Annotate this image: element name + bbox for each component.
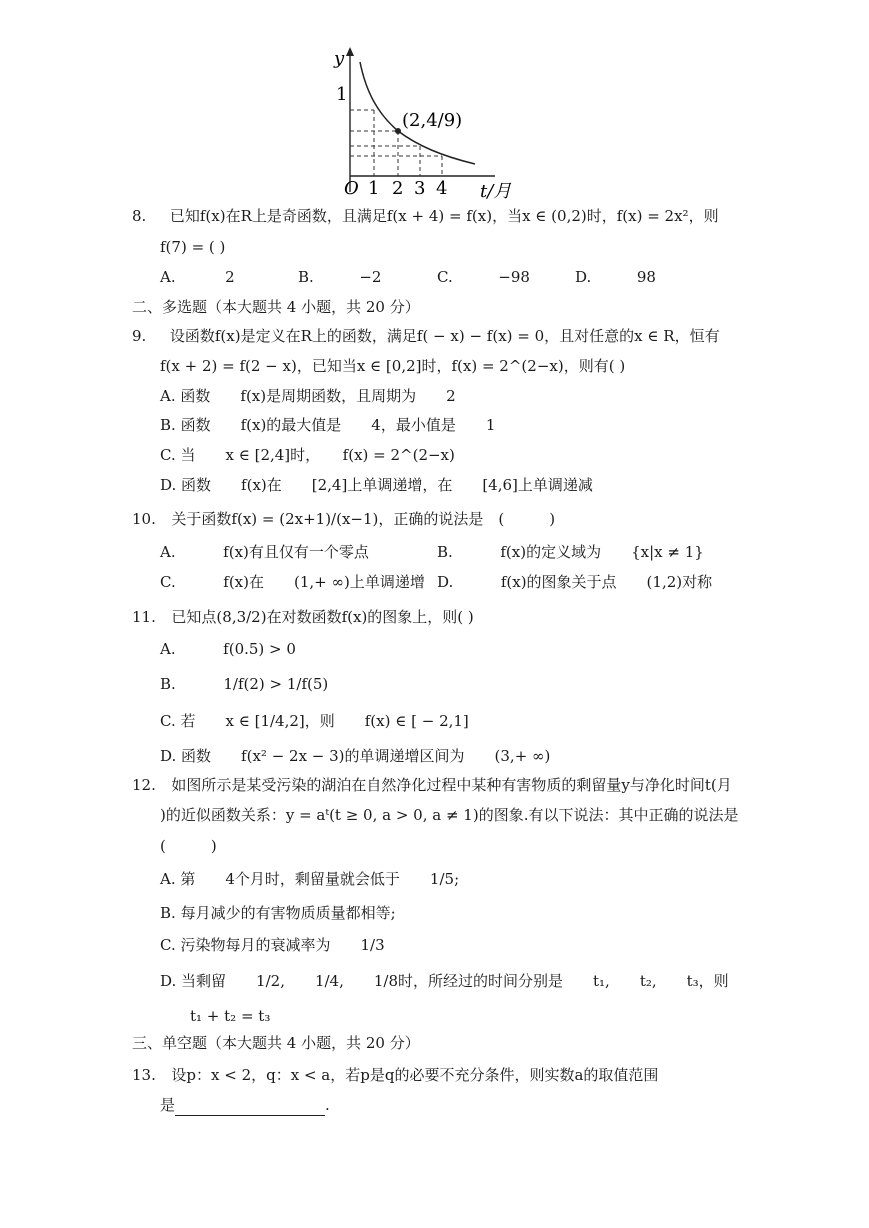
q13-line2 bbox=[160, 1094, 330, 1116]
q13-prefix: 是 bbox=[160, 1096, 176, 1114]
option-text: 污染物每月的衰减率为 1/3 bbox=[180, 936, 385, 954]
option-text: f(x)在 (1,+ ∞)上单调递增 bbox=[223, 573, 425, 591]
q12-line3 bbox=[160, 835, 217, 857]
origin-label: O bbox=[344, 178, 359, 199]
q9-number: 9. bbox=[132, 327, 147, 345]
y-axis-arrow bbox=[346, 47, 354, 56]
q13-answer-blank[interactable] bbox=[175, 1099, 325, 1116]
q11-option-d[interactable] bbox=[160, 745, 550, 767]
x-tick-2: 2 bbox=[392, 178, 404, 199]
option-letter: B. bbox=[298, 268, 314, 286]
option-text: 函数 f(x)的最大值是 4，最小值是 1 bbox=[180, 416, 496, 434]
option-text: 1/f(2) > 1/f(5) bbox=[223, 675, 329, 693]
q12-number: 12. bbox=[132, 776, 156, 794]
q12-option-b[interactable] bbox=[160, 902, 396, 924]
q9-stem-line1: 设函数f(x)是定义在R上的函数，满足f( − x) − f(x) = 0，且对任意的x ∈ R，恒有 bbox=[169, 327, 720, 345]
option-letter: C. bbox=[437, 268, 453, 286]
option-text: 2 bbox=[225, 268, 235, 286]
q9-stem-line2: f(x + 2) = f(2 − x)，已知当x ∈ [0,2]时，f(x) = 2^(2−x)，则有( ) bbox=[160, 357, 626, 375]
option-text: f(x)的定义域为 {x|x ≠ 1} bbox=[500, 543, 704, 561]
q10-line1 bbox=[132, 508, 555, 530]
q12-line2 bbox=[160, 804, 738, 826]
y-axis-label: y bbox=[334, 48, 345, 69]
option-letter: A. bbox=[160, 870, 176, 888]
q12-option-d[interactable] bbox=[160, 970, 729, 992]
x-tick-3: 3 bbox=[414, 178, 426, 199]
marked-point bbox=[395, 128, 401, 134]
option-letter: A. bbox=[160, 387, 176, 405]
q11-number: 11. bbox=[132, 608, 156, 626]
q9-line1 bbox=[132, 325, 720, 347]
q8-option-c[interactable] bbox=[437, 266, 530, 288]
option-text: 每月减少的有害物质质量都相等; bbox=[180, 904, 396, 922]
q9-option-c[interactable] bbox=[160, 444, 455, 466]
q8-option-b[interactable] bbox=[298, 266, 381, 288]
option-letter: D. bbox=[160, 476, 177, 494]
option-letter: A. bbox=[160, 543, 176, 561]
q9-option-b[interactable] bbox=[160, 414, 495, 436]
section-2-heading: 二、多选题（本大题共 4 小题，共 20 分） bbox=[132, 298, 420, 316]
q13-number: 13. bbox=[132, 1066, 156, 1084]
option-letter: D. bbox=[160, 747, 177, 765]
option-letter: C. bbox=[160, 712, 176, 730]
option-text: 若 x ∈ [1/4,2]，则 f(x) ∈ [ − 2,1] bbox=[180, 712, 469, 730]
option-letter: D. bbox=[160, 972, 177, 990]
q9-option-a[interactable] bbox=[160, 385, 456, 407]
q11-option-a[interactable] bbox=[160, 638, 296, 660]
point-label: (2,4/9) bbox=[402, 110, 463, 131]
option-text: 当剩留 1/2, 1/4, 1/8时，所经过的时间分别是 t₁, t₂, t₃，则 bbox=[181, 972, 729, 990]
option-text: 98 bbox=[636, 268, 656, 286]
q10-option-a[interactable] bbox=[160, 541, 369, 563]
option-text: 函数 f(x)是周期函数，且周期为 2 bbox=[180, 387, 456, 405]
q8-stem-line2: f(7) = ( ) bbox=[160, 238, 226, 256]
q13-line1 bbox=[132, 1064, 658, 1086]
q8-stem-line1: 已知f(x)在R上是奇函数，且满足f(x + 4) = f(x)，当x ∈ (0,2)时，f(x) = 2x²，则 bbox=[169, 207, 719, 225]
option-letter: C. bbox=[160, 446, 176, 464]
option-text: 第 4个月时，剩留量就会低于 1/5; bbox=[180, 870, 460, 888]
q9-line2 bbox=[160, 355, 625, 377]
q10-stem: 关于函数f(x) = (2x+1)/(x−1)，正确的说法是 ( ) bbox=[171, 510, 556, 528]
q10-option-c[interactable] bbox=[160, 571, 425, 593]
q12-option-c[interactable] bbox=[160, 934, 385, 956]
q10-option-d[interactable] bbox=[437, 571, 712, 593]
option-letter: D. bbox=[575, 268, 592, 286]
option-letter: C. bbox=[160, 936, 176, 954]
q11-option-b[interactable] bbox=[160, 673, 328, 695]
q11-line1 bbox=[132, 606, 474, 628]
q12-stem-line2: )的近似函数关系：y = aᵗ(t ≥ 0, a > 0, a ≠ 1)的图象.有以下说法：其中正确的说法是 bbox=[160, 806, 739, 824]
q11-stem: 已知点(8,3/2)在对数函数f(x)的图象上，则( ) bbox=[171, 608, 474, 626]
x-tick-4: 4 bbox=[436, 178, 448, 199]
q8-line2 bbox=[160, 236, 225, 258]
q8-number: 8. bbox=[132, 207, 147, 225]
x-axis-label: t/月 bbox=[480, 181, 512, 202]
option-letter: B. bbox=[160, 904, 176, 922]
option-letter: D. bbox=[437, 573, 454, 591]
option-text: 函数 f(x)在 [2,4]上单调递增，在 [4,6]上单调递减 bbox=[181, 476, 593, 494]
option-letter: A. bbox=[160, 268, 176, 286]
q12-option-d-line2 bbox=[190, 1005, 270, 1027]
q10-number: 10. bbox=[132, 510, 156, 528]
q8-option-d[interactable] bbox=[575, 266, 656, 288]
option-letter: A. bbox=[160, 640, 176, 658]
option-text: 当 x ∈ [2,4]时， f(x) = 2^(2−x) bbox=[180, 446, 455, 464]
option-text: f(x)的图象关于点 (1,2)对称 bbox=[500, 573, 713, 591]
option-text: f(0.5) > 0 bbox=[223, 640, 296, 658]
option-text: −2 bbox=[359, 268, 382, 286]
q12-stem-line3: ( ) bbox=[160, 837, 217, 855]
option-text: f(x)有且仅有一个零点 bbox=[223, 543, 369, 561]
decay-graph bbox=[330, 42, 570, 202]
q12-stem-line1: 如图所示是某受污染的湖泊在自然净化过程中某种有害物质的剩留量y与净化时间t(月 bbox=[171, 776, 732, 794]
y-one-label: 1 bbox=[336, 84, 348, 105]
option-text: −98 bbox=[498, 268, 530, 286]
q12-line1 bbox=[132, 774, 732, 796]
option-text: 函数 f(x² − 2x − 3)的单调递增区间为 (3,+ ∞) bbox=[181, 747, 551, 765]
q10-option-b[interactable] bbox=[437, 541, 704, 563]
q8-option-a[interactable] bbox=[160, 266, 235, 288]
q9-option-d[interactable] bbox=[160, 474, 593, 496]
q13-stem: 设p：x < 2，q：x < a，若p是q的必要不充分条件，则实数a的取值范围 bbox=[171, 1066, 659, 1084]
section-3-heading: 三、单空题（本大题共 4 小题，共 20 分） bbox=[132, 1034, 420, 1052]
q11-option-c[interactable] bbox=[160, 710, 469, 732]
x-tick-1: 1 bbox=[368, 178, 380, 199]
q12-option-a[interactable] bbox=[160, 868, 459, 890]
option-letter: C. bbox=[160, 573, 176, 591]
q8-line1 bbox=[132, 205, 719, 227]
option-letter: B. bbox=[160, 416, 176, 434]
option-text-cont: t₁ + t₂ = t₃ bbox=[190, 1007, 271, 1025]
q13-suffix: . bbox=[325, 1096, 330, 1114]
option-letter: B. bbox=[160, 675, 176, 693]
option-letter: B. bbox=[437, 543, 453, 561]
